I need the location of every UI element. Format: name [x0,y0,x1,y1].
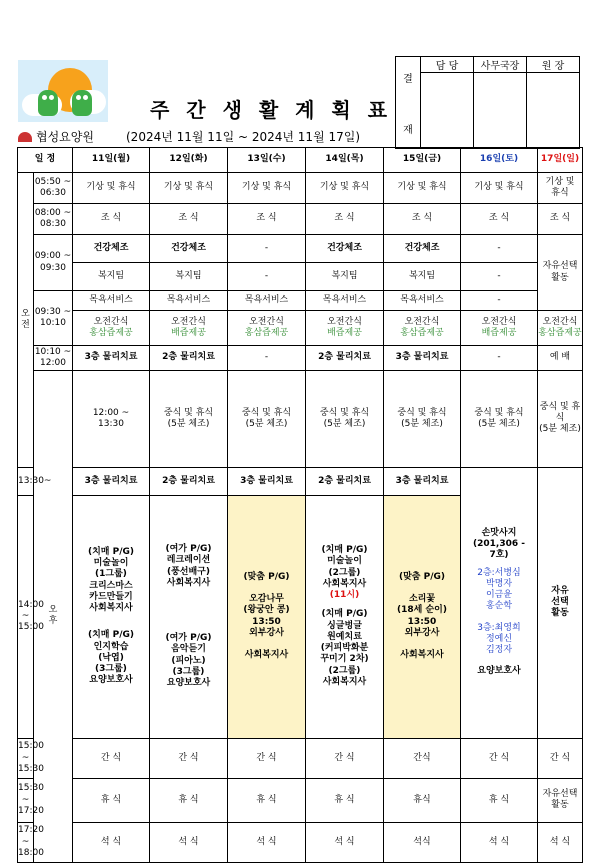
snack-am-thu [306,311,384,346]
approval-label-top: 결 [403,73,413,85]
dinner-mon: 석 식 [73,822,150,862]
time-slot: 05:50 ~ 06:30 [34,173,73,204]
day-fri: 15일(금) [384,148,461,173]
snack-pm-thu: 간 식 [306,738,384,778]
dragon-mascot-icon [72,90,92,116]
am-snack-label: 오전간식 [249,316,284,327]
exercise-mon: 건강체조 [73,235,150,263]
welfare-mon: 복지팀 [73,263,150,291]
snack-am-mon [73,311,150,346]
time-slot: 15:30 ~ 17:20 [18,778,34,822]
red-ginseng-label: 홍삼즙제공 [89,328,133,338]
pt-pm-wed: 3층 물리치료 [228,467,306,495]
bath-tue: 목욕서비스 [150,291,228,311]
time-slot: 17:20 ~ 18:00 [18,822,34,862]
approval-label [396,57,421,149]
program-mon-a: (치매 P/G) 미술놀이 (1그룹) 크리스마스 카드만들기 사회복지사 [87,546,135,613]
breakfast-fri: 조 식 [384,204,461,235]
snack-pm-wed: 간 식 [228,738,306,778]
time-slot: 09:30 ~ 10:10 [34,291,73,346]
day-tue: 12일(화) [150,148,228,173]
day-mon: 11일(월) [73,148,150,173]
exercise-fri: 건강체조 [384,235,461,263]
dragon-mascot-icon [38,90,58,116]
breakfast-sun: 조 식 [538,204,583,235]
approval-sign-staff[interactable] [421,73,474,149]
program-thu [306,495,384,738]
am-label: 오 전 [18,173,34,468]
am-snack-label: 오전간식 [171,316,206,327]
program-thu-b: (치매 P/G) 싱글벙글 원예치료 (커피박화분 꾸미기 2차) (2그룹) 사회복지사 [320,609,369,687]
logo-illustration [18,60,108,122]
day-thu: 14일(목) [306,148,384,173]
sat-3f-residents: 3층:최영희 정예신 김정자 [477,622,521,655]
program-fri: (맞춤 P/G) 소리꽃 (18세 순이) 13:50 외부강사 사회복지사 [384,495,461,738]
red-ginseng-label: 홍삼즙제공 [538,328,582,338]
exercise-wed: - [228,235,306,263]
sat-2f-residents: 2층:서병심 박명자 이금윤 홍순학 [477,567,521,612]
pt-pm-tue: 2층 물리치료 [150,467,228,495]
program-tue-b: (여가 P/G) 음악듣기 (피아노) (3그룹) 요양보호사 [165,633,212,688]
approval-col-staff: 담 당 [421,57,474,73]
snack-pm-sun: 간 식 [538,738,583,778]
lunch-fri: 중식 및 휴식 (5분 체조) [461,371,538,468]
rest-thu: 휴 식 [306,778,384,822]
snack-am-fri [384,311,461,346]
program-sat [461,467,538,738]
lunch-thu: 중식 및 휴식 (5분 체조) [384,371,461,468]
pt-am-mon: 3층 물리치료 [73,346,150,371]
rest-mon: 휴 식 [73,778,150,822]
day-wed: 13일(수) [228,148,306,173]
program-mon [73,495,150,738]
pt-am-tue: 2층 물리치료 [150,346,228,371]
red-ginseng-label: 홍삼즙제공 [244,328,289,338]
program-wed: (맞춤 P/G) 오감나무 (왕궁안 콩) 13:50 외부강사 사회복지사 [228,495,306,738]
program-sun: 자유 선택 활동 [538,467,583,738]
welfare-fri: 복지팀 [384,263,461,291]
bath-thu: 목욕서비스 [306,291,384,311]
page-title: 주 간 생 활 계 획 표 [150,98,393,122]
time-slot: 09:00 ~ 09:30 [34,235,73,291]
breakfast-thu: 조 식 [306,204,384,235]
snack-pm-mon: 간 식 [73,738,150,778]
wake-mon: 기상 및 휴식 [73,173,150,204]
time-slot: 14:00 ~ 15:00 [18,495,34,738]
welfare-tue: 복지팀 [150,263,228,291]
dinner-tue: 석 식 [150,822,228,862]
org-mark-icon [18,132,32,142]
sat-staff: 요양보호사 [477,666,521,677]
pear-juice-label: 배즙제공 [171,328,206,338]
exercise-sat: - [461,235,538,263]
day-sat: 16일(토) [461,148,538,173]
time-slot: 12:00 ~ 13:30 [73,371,150,468]
pear-juice-label: 배즙제공 [481,328,517,338]
wake-sun: 기상 및 휴식 [538,173,583,204]
pt-pm-thu: 2층 물리치료 [306,467,384,495]
sat-massage-title: 손맛사지 (201,306 - 7호) [473,527,525,561]
wake-wed: 기상 및 휴식 [228,173,306,204]
program-tue-a: (여가 P/G) 레크레이션 (풍선배구) 사회복지사 [165,544,212,588]
lunch-sat: 중식 및 휴식 (5분 체조) [538,371,583,468]
approval-label-bottom: 재 [403,124,413,136]
exercise-tue: 건강체조 [150,235,228,263]
bath-fri: 목욕서비스 [384,291,461,311]
program-thu-time: (11시) [329,590,360,601]
time-slot: 13:30~ [18,467,34,495]
wake-thu: 기상 및 휴식 [306,173,384,204]
breakfast-wed: 조 식 [228,204,306,235]
bath-wed: 목욕서비스 [228,291,306,311]
welfare-thu: 복지팀 [306,263,384,291]
pm-label: 오 후 [34,371,73,863]
snack-am-sun [538,311,583,346]
am-snack-label: 오전간식 [542,316,578,327]
bath-sat: - [461,291,538,311]
approval-sign-director[interactable] [527,73,580,149]
breakfast-sat: 조 식 [461,204,538,235]
wake-fri: 기상 및 휴식 [384,173,461,204]
pt-am-thu: 2층 물리치료 [306,346,384,371]
time-slot: 08:00 ~ 08:30 [34,204,73,235]
pt-pm-fri: 3층 물리치료 [384,467,461,495]
organization-label: 협성요양원 [36,130,94,144]
wake-sat: 기상 및 휴식 [461,173,538,204]
schedule-table [17,147,583,863]
dinner-sat: 석 식 [461,822,538,862]
lunch-tue: 중식 및 휴식 (5분 체조) [228,371,306,468]
rest-wed: 휴 식 [228,778,306,822]
am-snack-label: 오전간식 [93,316,129,327]
am-snack-label: 오전간식 [404,316,440,327]
snack-pm-tue: 간 식 [150,738,228,778]
snack-am-sat [461,311,538,346]
red-ginseng-label: 홍삼즙제공 [400,328,444,338]
am-snack-label: 오전간식 [481,316,517,327]
approval-sign-manager[interactable] [474,73,527,149]
free-activity-sun: 자유선택 활동 [538,235,583,311]
rest-sat: 휴 식 [461,778,538,822]
lunch-wed: 중식 및 휴식 (5분 체조) [306,371,384,468]
time-slot: 15:00 ~ 15:30 [18,738,34,778]
day-label: 일 정 [18,148,73,173]
pear-juice-label: 배즙제공 [327,328,362,338]
pt-am-sat: - [461,346,538,371]
am-snack-label: 오전간식 [327,316,362,327]
worship-sun: 예 배 [538,346,583,371]
program-tue [150,495,228,738]
pt-am-wed: - [228,346,306,371]
breakfast-tue: 조 식 [150,204,228,235]
exercise-thu: 건강체조 [306,235,384,263]
welfare-wed: - [228,263,306,291]
program-mon-b: (치매 P/G) 인지학습 (낙엽) (3그룹) 요양보호사 [87,630,135,686]
bath-mon: 목욕서비스 [73,291,150,311]
approval-col-director: 원 장 [527,57,580,73]
header-row [18,148,583,173]
snack-am-tue [150,311,228,346]
dinner-thu: 석 식 [306,822,384,862]
time-slot: 10:10 ~ 12:00 [34,346,73,371]
rest-fri: 휴식 [384,778,461,822]
approval-box [395,56,580,149]
welfare-sat: - [461,263,538,291]
dinner-wed: 석 식 [228,822,306,862]
lunch-mon: 중식 및 휴식 (5분 체조) [150,371,228,468]
program-thu-a: (치매 P/G) 미술놀이 (2그룹) 사회복지사 [321,545,368,589]
snack-pm-fri: 간식 [384,738,461,778]
pt-pm-mon: 3층 물리치료 [73,467,150,495]
snack-pm-sat: 간 식 [461,738,538,778]
wake-tue: 기상 및 휴식 [150,173,228,204]
breakfast-mon: 조 식 [73,204,150,235]
pt-am-fri: 3층 물리치료 [384,346,461,371]
approval-col-manager: 사무국장 [474,57,527,73]
free-activity-pm-sun: 자유선택 활동 [538,778,583,822]
day-sun: 17일(일) [538,148,583,173]
schedule-period: (2024년 11월 11일 ~ 2024년 11월 17일) [126,130,361,144]
dinner-fri: 석식 [384,822,461,862]
rest-tue: 휴 식 [150,778,228,822]
snack-am-wed [228,311,306,346]
dinner-sun: 석 식 [538,822,583,862]
organization-name [18,128,94,145]
